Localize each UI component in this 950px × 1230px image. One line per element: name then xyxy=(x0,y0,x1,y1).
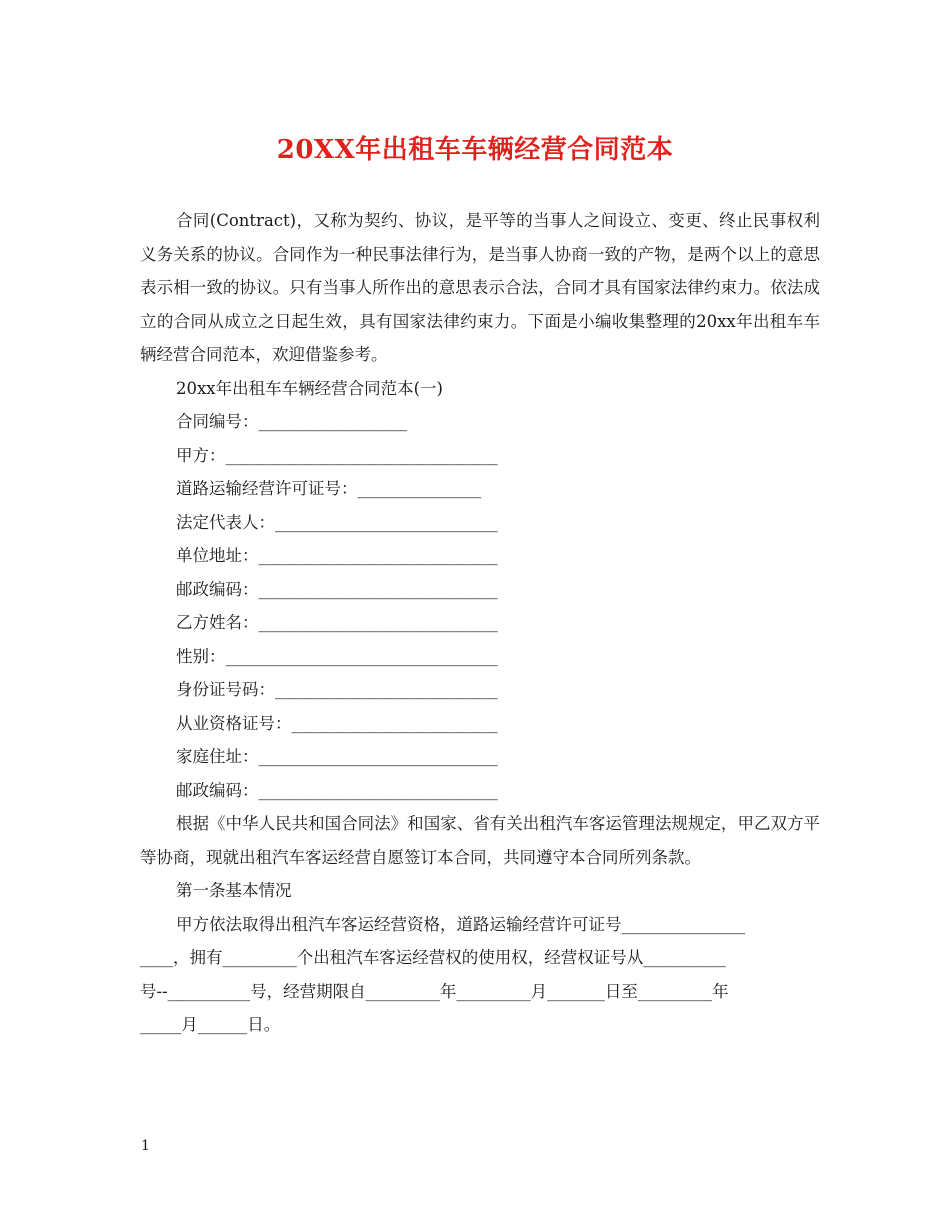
article-1-line: 甲方依法取得出租汽车客运经营资格，道路运输经营许可证号_______________ xyxy=(176,914,746,934)
field-label: 法定代表人： xyxy=(176,512,275,532)
article-1-line: _____月______日。 xyxy=(140,1015,281,1034)
article-1-line: ____，拥有_________个出租汽车客运经营权的使用权，经营权证号从__________ xyxy=(140,948,726,967)
basis-paragraph: 根据《中华人民共和国合同法》和国家、省有关出租汽车客运管理法规规定，甲乙双方平等协商，现就出租汽车客运经营自愿签订本合同，共同遵守本合同所列条款。 xyxy=(140,814,820,867)
field-blank: _____________________________ xyxy=(258,613,498,632)
intro-paragraph: 合同(Contract)，又称为契约、协议，是平等的当事人之间设立、变更、终止民事权利义务关系的协议。合同作为一种民事法律行为，是当事人协商一致的产物，是两个以上的意思表示相一致的协议。只有当事人所作出的意思表示合法，合同才具有国家法律约束力。依法成立的合同从成立之日起生效，具有国家法律约束力。下面是小编收集整理的20xx年出租车车辆经营合同范本，欢迎借鉴参考。 xyxy=(140,211,820,364)
field-id-number xyxy=(140,673,820,707)
field-blank: _____________________________ xyxy=(258,780,498,800)
field-label: 道路运输经营许可证号： xyxy=(176,479,358,498)
field-home-address xyxy=(140,740,820,774)
field-postal-code-b xyxy=(140,774,820,808)
field-qualification-number xyxy=(140,707,820,741)
field-blank: _____________________________ xyxy=(258,579,498,599)
field-blank: __________________ xyxy=(258,412,407,431)
field-blank: _________________________________ xyxy=(225,646,498,666)
field-blank: _________________________________ xyxy=(225,445,498,465)
document-title: 20XX年出租车车辆经营合同范本 xyxy=(276,135,674,165)
field-label: 甲方： xyxy=(176,445,226,465)
field-postal-code-a xyxy=(140,573,820,607)
field-label: 邮政编码： xyxy=(176,780,259,800)
field-label: 身份证号码： xyxy=(176,680,275,699)
field-party-b-name xyxy=(140,606,820,640)
field-label: 性别： xyxy=(176,646,226,666)
article-1-line: 号--__________号，经营期限自_________年_________月_______日至_________年 xyxy=(140,981,729,1001)
page-number: 1 xyxy=(141,1138,150,1154)
field-label: 家庭住址： xyxy=(176,747,259,766)
article-1-heading: 第一条基本情况 xyxy=(176,881,292,900)
field-label: 单位地址： xyxy=(176,546,259,565)
field-party-a xyxy=(140,439,820,473)
field-label: 乙方姓名： xyxy=(176,613,259,632)
field-gender xyxy=(140,640,820,674)
field-label: 从业资格证号： xyxy=(176,713,292,733)
field-transport-license xyxy=(140,472,820,506)
field-legal-representative xyxy=(140,506,820,540)
document-body xyxy=(140,204,820,1042)
field-label: 合同编号： xyxy=(176,412,259,431)
field-blank: _______________ xyxy=(357,479,482,498)
field-blank: _____________________________ xyxy=(258,546,498,565)
field-blank: _________________________ xyxy=(291,713,498,733)
field-blank: ___________________________ xyxy=(275,680,498,699)
field-label: 邮政编码： xyxy=(176,579,259,599)
contract-subtitle: 20xx年出租车车辆经营合同范本(一) xyxy=(176,378,443,398)
field-blank: _____________________________ xyxy=(258,747,498,766)
field-company-address xyxy=(140,539,820,573)
field-blank: ___________________________ xyxy=(275,512,498,532)
field-contract-number xyxy=(140,405,820,439)
